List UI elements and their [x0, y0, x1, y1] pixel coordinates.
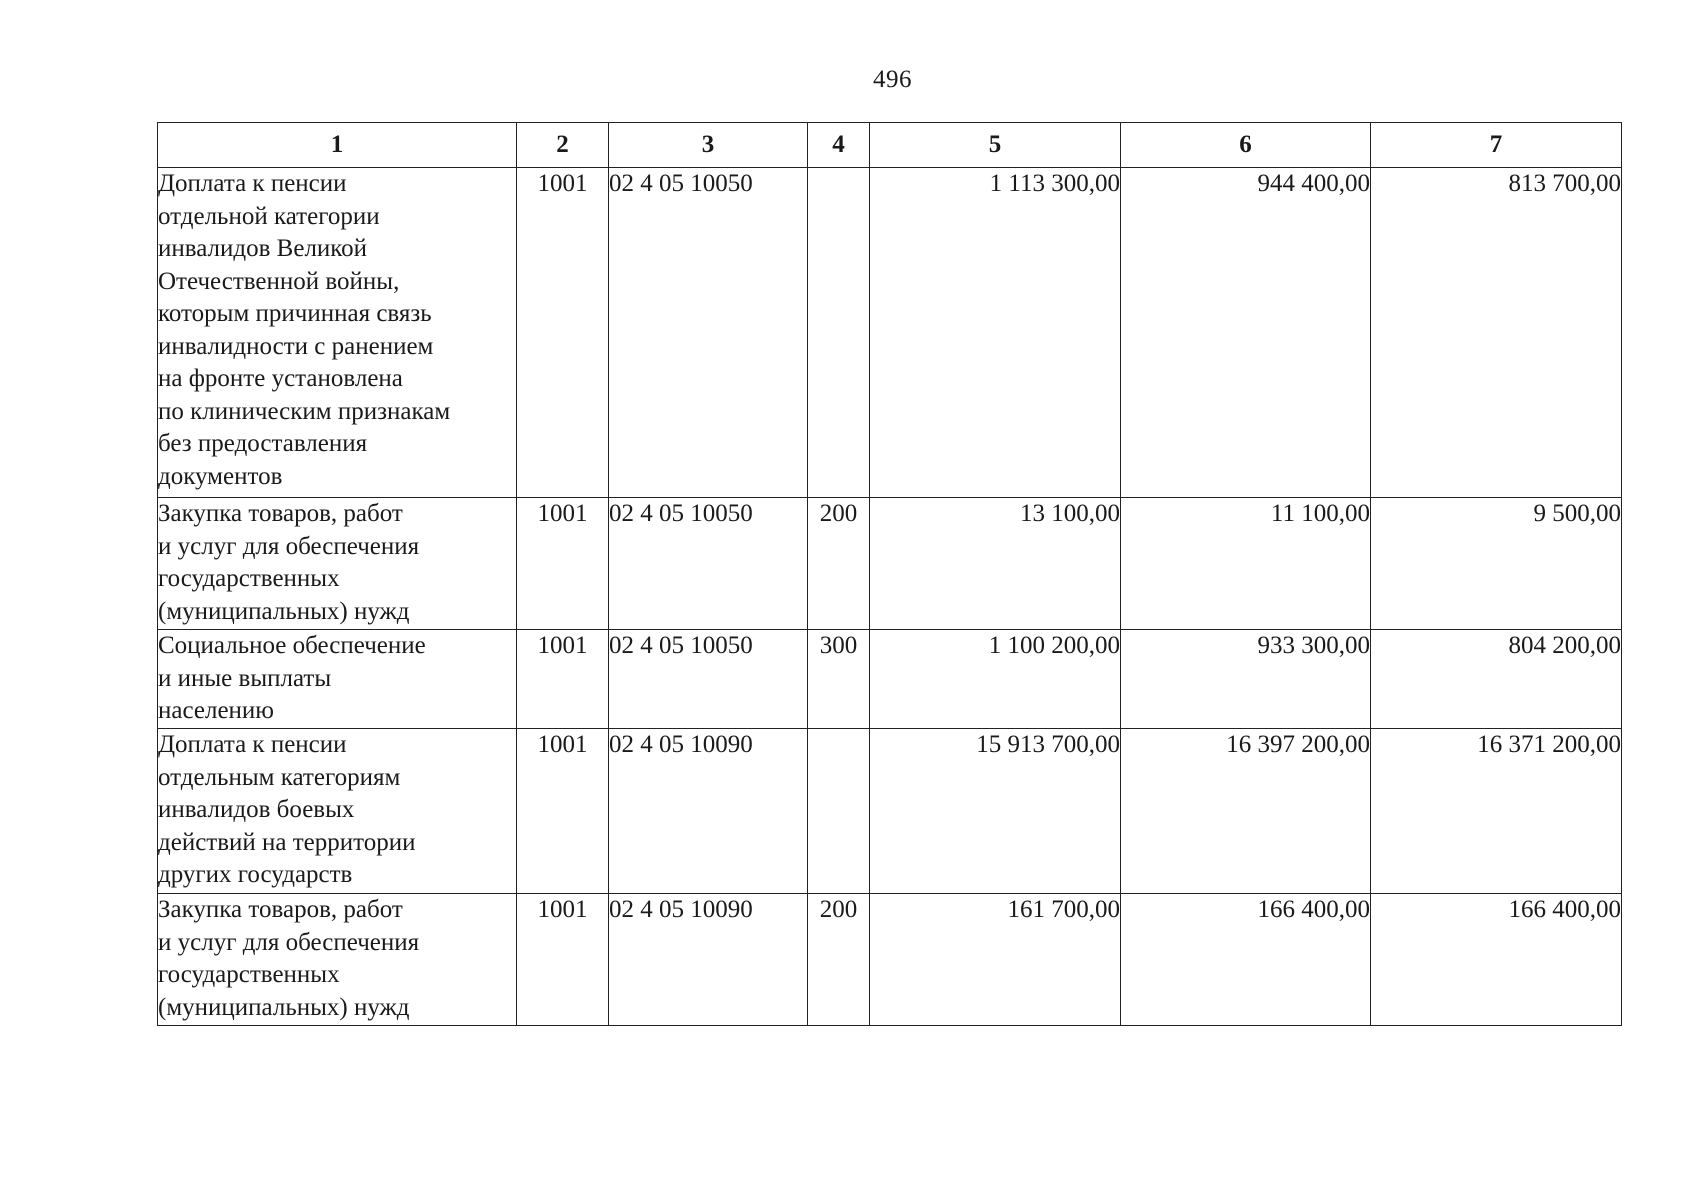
- column-header: 3: [609, 123, 808, 168]
- amount-year2-cell: 166 400,00: [1121, 894, 1371, 1026]
- column-header: 6: [1121, 123, 1371, 168]
- budget-table: [157, 122, 1622, 1026]
- amount-year3-cell: 9 500,00: [1371, 498, 1622, 630]
- expense-type-cell: [808, 729, 870, 894]
- page-number: 496: [873, 66, 912, 93]
- table-row: [158, 729, 1622, 894]
- row-name-cell: [158, 498, 517, 630]
- amount-year2-cell: 11 100,00: [1121, 498, 1371, 630]
- row-name-cell: [158, 168, 517, 498]
- amount-year1-cell: 1 100 200,00: [870, 630, 1121, 729]
- expense-type-cell: 200: [808, 894, 870, 1026]
- row-name: Социальное обеспечение и иные выплаты населению: [158, 632, 426, 724]
- amount-year2-cell: 944 400,00: [1121, 168, 1371, 498]
- amount-year3-cell: 813 700,00: [1371, 168, 1622, 498]
- amount-year2-cell: 933 300,00: [1121, 630, 1371, 729]
- column-header: 4: [808, 123, 870, 168]
- row-name-cell: [158, 894, 517, 1026]
- row-name-cell: [158, 729, 517, 894]
- header-row: [158, 123, 1622, 168]
- table-body: [158, 168, 1622, 1026]
- amount-year3-cell: 16 371 200,00: [1371, 729, 1622, 894]
- column-header: 1: [158, 123, 517, 168]
- table-row: [158, 630, 1622, 729]
- section-code-cell: 1001: [517, 168, 609, 498]
- row-name: Доплата к пенсии отдельным категориям инвалидов боевых действий на территории других государств: [158, 731, 416, 888]
- target-article-cell: 02 4 05 10050: [609, 498, 808, 630]
- amount-year2-cell: 16 397 200,00: [1121, 729, 1371, 894]
- amount-year1-cell: 1 113 300,00: [870, 168, 1121, 498]
- amount-year3-cell: 804 200,00: [1371, 630, 1622, 729]
- expense-type-cell: [808, 168, 870, 498]
- table-header: [158, 123, 1622, 168]
- amount-year1-cell: 13 100,00: [870, 498, 1121, 630]
- amount-year1-cell: 15 913 700,00: [870, 729, 1121, 894]
- section-code-cell: 1001: [517, 498, 609, 630]
- column-header: 2: [517, 123, 609, 168]
- target-article-cell: 02 4 05 10090: [609, 729, 808, 894]
- table-row: [158, 498, 1622, 630]
- row-name: Доплата к пенсии отдельной категории инвалидов Великой Отечественной войны, которым причинная связь инвалидности с ранением на фронте установлена по клиническим признакам без предоставления документов: [158, 170, 451, 490]
- amount-year3-cell: 166 400,00: [1371, 894, 1622, 1026]
- target-article-cell: 02 4 05 10050: [609, 168, 808, 498]
- target-article-cell: 02 4 05 10050: [609, 630, 808, 729]
- target-article-cell: 02 4 05 10090: [609, 894, 808, 1026]
- row-name: Закупка товаров, работ и услуг для обеспечения государственных (муниципальных) нужд: [158, 896, 420, 1021]
- section-code-cell: 1001: [517, 630, 609, 729]
- column-header: 5: [870, 123, 1121, 168]
- expense-type-cell: 200: [808, 498, 870, 630]
- section-code-cell: 1001: [517, 894, 609, 1026]
- table-row: [158, 894, 1622, 1026]
- table-row: [158, 168, 1622, 498]
- row-name-cell: [158, 630, 517, 729]
- amount-year1-cell: 161 700,00: [870, 894, 1121, 1026]
- row-name: Закупка товаров, работ и услуг для обеспечения государственных (муниципальных) нужд: [158, 500, 420, 625]
- section-code-cell: 1001: [517, 729, 609, 894]
- expense-type-cell: 300: [808, 630, 870, 729]
- column-header: 7: [1371, 123, 1622, 168]
